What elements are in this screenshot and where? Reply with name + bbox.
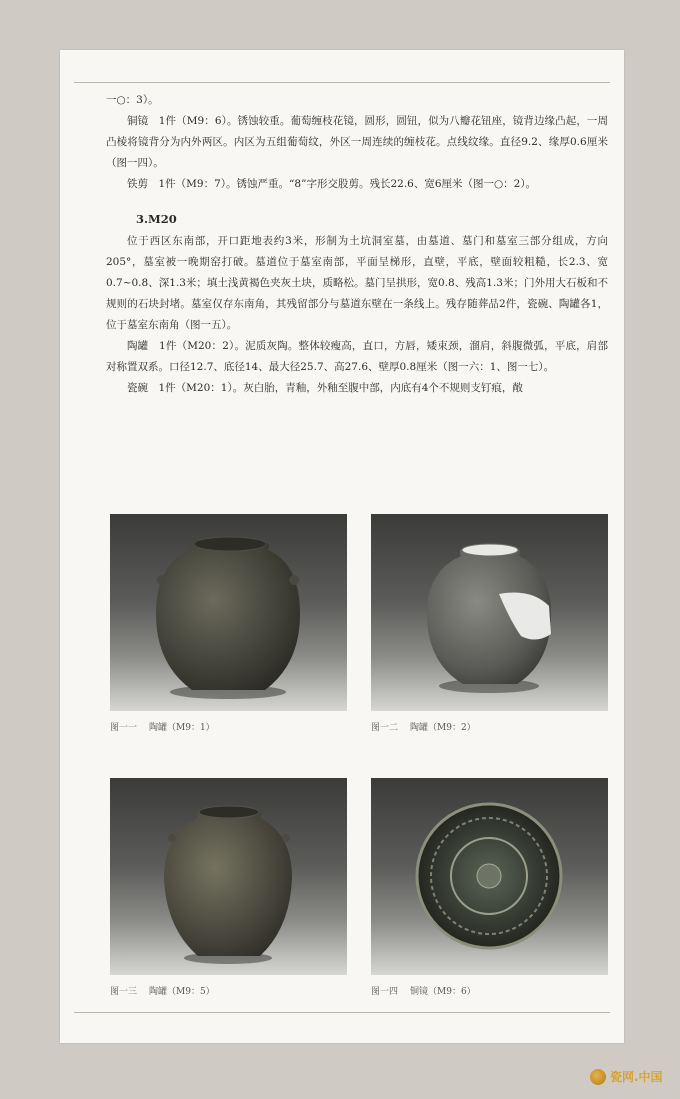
jar-photo [110,778,347,975]
figure-number: 图一四 [371,987,399,997]
jar-photo [371,514,608,711]
figure-number: 图一三 [110,987,138,997]
jar-photo [110,514,347,711]
paragraph: 一○：3）。 [106,94,159,106]
logo-icon [590,1069,606,1085]
figure-jar-m9-2 [371,514,608,711]
figure-title: 陶罐（M9：1） [149,723,215,733]
body-text [106,90,608,399]
figure-mirror-m9-6 [371,778,608,975]
figure-title: 陶罐（M9：5） [149,987,215,997]
paragraph: 陶罐 1件（M20：2）。泥质灰陶。整体较瘦高，直口，方唇，矮束颈，溜肩，斜腹微弧，平底，肩部对称置双系。口径12.7、底径14、最大径25.7、高27.6、壁厚0.8厘米（图一六：1、图一七）。 [106,340,608,373]
figure-caption [371,720,476,733]
mirror-photo [371,778,608,975]
section-heading: 3.M20 [136,212,177,226]
figure-number: 图一二 [371,723,399,733]
paragraph: 铜镜 1件（M9：6）。锈蚀较重。葡萄缠枝花镜，圆形，圆钮，似为八瓣花钮座，镜背边缘凸起，一周凸棱将镜背分为内外两区。内区为五组葡萄纹，外区一周连续的缠枝花。点线纹缘。直径9.2、缘厚0.6厘米（图一四）。 [106,115,608,169]
figure-caption [110,984,215,997]
top-rule [74,82,610,83]
paragraph: 瓷碗 1件（M20：1）。灰白胎，青釉，外釉至腹中部，内底有4个不规则支钉痕，敞 [127,382,523,394]
book-page [60,50,624,1043]
bottom-rule [74,1012,610,1013]
watermark-text: 瓷网.中国 [610,1070,663,1084]
figure-number: 图一一 [110,723,138,733]
figure-caption [371,984,476,997]
figure-title: 铜镜（M9：6） [410,987,476,997]
figure-caption [110,720,215,733]
paragraph: 位于西区东南部，开口距地表约3米，形制为土坑洞室墓，由墓道、墓门和墓室三部分组成，方向205°，墓室被一晚期窑打破。墓道位于墓室南部，平面呈梯形，直壁，平底，壁面较粗糙，长2.3、宽0.7~0.8、深1.3米；填土浅黄褐色夹灰土块，质略松。墓门呈拱形，宽0.8、残高1.3米；门外用大石板和不规则的石块封堵。墓室仅存东南角，其残留部分与墓道东壁在一条线上。残存随葬品2件，瓷碗、陶罐各1，位于墓室东南角（图一五）。 [106,235,608,331]
figure-title: 陶罐（M9：2） [410,723,476,733]
watermark [590,1068,663,1085]
figure-jar-m9-1 [110,514,347,711]
figure-jar-m9-5 [110,778,347,975]
paragraph: 铁剪 1件（M9：7）。锈蚀严重。“8”字形交股剪。残长22.6、宽6厘米（图一○：2）。 [127,178,537,190]
